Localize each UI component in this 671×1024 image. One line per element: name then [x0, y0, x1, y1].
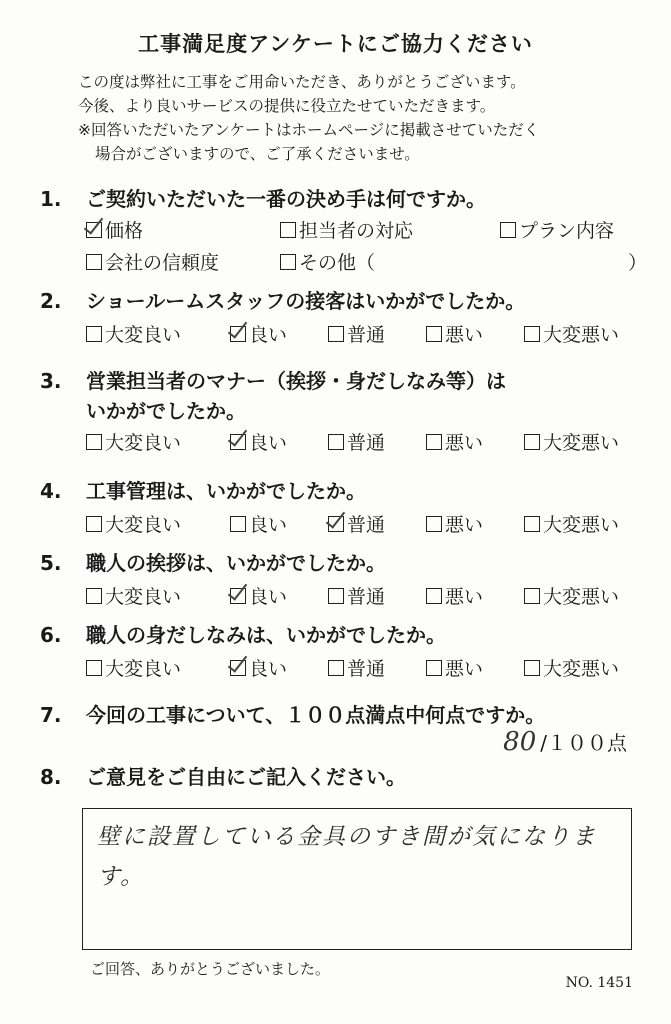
question-text: ご意見をご自由にご記入ください。	[86, 765, 406, 789]
checkbox[interactable]	[328, 660, 344, 676]
option-very-bad[interactable]: 大変悪い	[524, 510, 619, 537]
checkbox[interactable]	[524, 588, 540, 604]
option-other[interactable]: その他（	[280, 248, 375, 275]
checkbox[interactable]	[230, 326, 246, 342]
intro-text	[78, 70, 539, 166]
question-2	[40, 286, 660, 352]
question-text-continued: いかがでしたか。	[86, 399, 246, 423]
option-very-bad[interactable]: 大変悪い	[524, 582, 619, 609]
question-number: 7.	[40, 703, 62, 727]
comment-box[interactable]	[82, 808, 632, 950]
other-close-paren: ）	[628, 252, 648, 274]
checkbox[interactable]	[524, 326, 540, 342]
question-text: 営業担当者のマナー（挨拶・身だしなみ等）は	[86, 369, 506, 393]
thanks-text: ご回答、ありがとうございました。	[90, 960, 331, 978]
option-company-trust[interactable]: 会社の信頼度	[86, 248, 219, 275]
option-bad[interactable]: 悪い	[426, 654, 483, 681]
checkbox[interactable]	[426, 434, 442, 450]
checkbox[interactable]	[426, 326, 442, 342]
option-very-good[interactable]: 大変良い	[86, 654, 181, 681]
option-plan[interactable]: プラン内容	[500, 216, 614, 243]
score-value[interactable]: 80	[503, 727, 537, 757]
option-very-good[interactable]: 大変良い	[86, 320, 181, 347]
option-average[interactable]: 普通	[328, 320, 385, 347]
question-8	[40, 762, 660, 792]
checkbox[interactable]	[426, 588, 442, 604]
form-title: 工事満足度アンケートにご協力ください	[138, 32, 533, 56]
option-very-bad[interactable]: 大変悪い	[524, 320, 619, 347]
question-6	[40, 620, 660, 686]
checkbox[interactable]	[426, 516, 442, 532]
checkbox[interactable]	[230, 516, 246, 532]
question-text: 職人の身だしなみは、いかがでしたか。	[86, 623, 446, 647]
checkbox[interactable]	[86, 254, 102, 270]
option-staff-response[interactable]: 担当者の対応	[280, 216, 413, 243]
option-good[interactable]: 良い	[230, 320, 287, 347]
score-answer	[503, 727, 627, 757]
question-number: 6.	[40, 623, 62, 647]
option-bad[interactable]: 悪い	[426, 428, 483, 455]
option-very-good[interactable]: 大変良い	[86, 428, 181, 455]
question-text: ご契約いただいた一番の決め手は何ですか。	[86, 187, 486, 211]
checkbox[interactable]	[280, 254, 296, 270]
checkbox[interactable]	[328, 326, 344, 342]
checkbox[interactable]	[86, 326, 102, 342]
checkbox[interactable]	[86, 434, 102, 450]
checkbox[interactable]	[524, 434, 540, 450]
question-number: 3.	[40, 369, 62, 393]
checkbox[interactable]	[426, 660, 442, 676]
question-text: 職人の挨拶は、いかがでしたか。	[86, 551, 386, 575]
question-number: 1.	[40, 187, 62, 211]
question-4	[40, 476, 660, 542]
option-good[interactable]: 良い	[230, 654, 287, 681]
intro-line: この度は弊社に工事をご用命いただき、ありがとうございます。	[78, 73, 526, 91]
option-very-bad[interactable]: 大変悪い	[524, 428, 619, 455]
option-good[interactable]: 良い	[230, 582, 287, 609]
checkbox[interactable]	[86, 660, 102, 676]
checkbox[interactable]	[280, 222, 296, 238]
checkbox[interactable]	[524, 660, 540, 676]
checkbox[interactable]	[230, 434, 246, 450]
option-very-good[interactable]: 大変良い	[86, 510, 181, 537]
intro-line: 場合がございますので、ご了承くださいませ。	[95, 145, 420, 163]
question-1	[40, 184, 660, 280]
question-3	[40, 366, 660, 460]
question-number: 2.	[40, 289, 62, 313]
option-average[interactable]: 普通	[328, 654, 385, 681]
serial-number: NO. 1451	[565, 975, 633, 991]
checkbox[interactable]	[86, 588, 102, 604]
intro-line: 今後、より良いサービスの提供に役立たせていただきます。	[78, 97, 496, 115]
checkbox[interactable]	[328, 588, 344, 604]
question-number: 8.	[40, 765, 62, 789]
question-text: 今回の工事について、１００点満点中何点ですか。	[86, 703, 546, 727]
option-price[interactable]: 価格	[86, 216, 143, 243]
question-text: 工事管理は、いかがでしたか。	[86, 479, 366, 503]
option-very-bad[interactable]: 大変悪い	[524, 654, 619, 681]
checkbox[interactable]	[230, 588, 246, 604]
checkbox[interactable]	[86, 516, 102, 532]
checkbox[interactable]	[524, 516, 540, 532]
score-suffix: /１００点	[540, 731, 627, 755]
option-good[interactable]: 良い	[230, 510, 287, 537]
question-7	[40, 700, 660, 730]
option-very-good[interactable]: 大変良い	[86, 582, 181, 609]
checkbox[interactable]	[86, 222, 102, 238]
question-5	[40, 548, 660, 614]
checkbox[interactable]	[230, 660, 246, 676]
option-good[interactable]: 良い	[230, 428, 287, 455]
checkbox[interactable]	[328, 516, 344, 532]
option-average[interactable]: 普通	[328, 582, 385, 609]
option-bad[interactable]: 悪い	[426, 510, 483, 537]
comment-text: 壁に設置している金具のすき間が気になります。	[97, 824, 597, 890]
question-text: ショールームスタッフの接客はいかがでしたか。	[86, 289, 526, 313]
intro-line: ※回答いただいたアンケートはホームページに掲載させていただく	[78, 121, 540, 139]
question-number: 4.	[40, 479, 62, 503]
option-bad[interactable]: 悪い	[426, 320, 483, 347]
checkbox[interactable]	[500, 222, 516, 238]
option-bad[interactable]: 悪い	[426, 582, 483, 609]
checkbox[interactable]	[328, 434, 344, 450]
option-average[interactable]: 普通	[328, 428, 385, 455]
option-average[interactable]: 普通	[328, 510, 385, 537]
question-number: 5.	[40, 551, 62, 575]
